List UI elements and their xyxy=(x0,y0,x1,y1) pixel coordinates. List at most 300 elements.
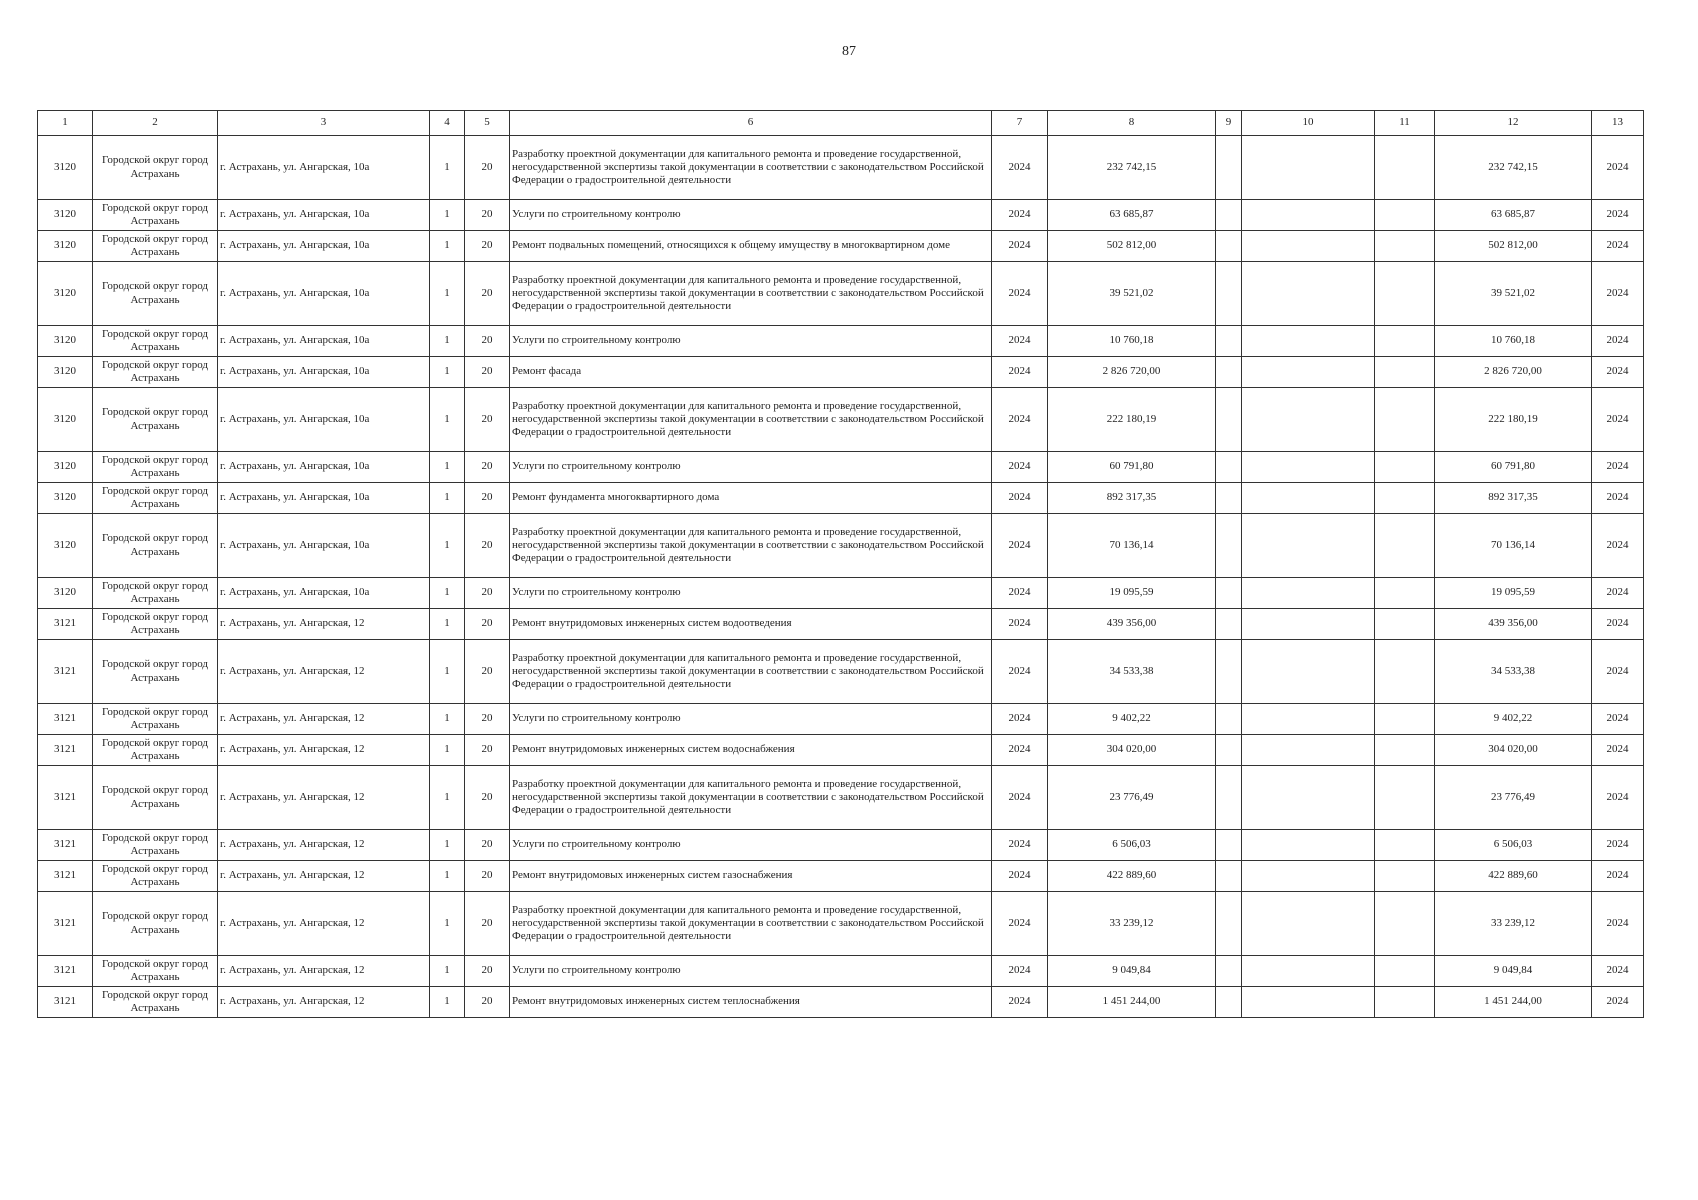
col-9-value-cell xyxy=(1216,262,1242,326)
col-11-value-cell xyxy=(1375,830,1435,861)
work-type-cell: Ремонт внутридомовых инженерных систем теплоснабжения xyxy=(510,987,992,1018)
total-cost-cell: 63 685,87 xyxy=(1435,200,1592,231)
col-10-value-cell xyxy=(1242,200,1375,231)
work-type-cell: Ремонт внутридомовых инженерных систем водоснабжения xyxy=(510,735,992,766)
col-11-value-cell xyxy=(1375,388,1435,452)
col-10-value-cell xyxy=(1242,956,1375,987)
column-header: 7 xyxy=(992,111,1048,136)
row-number-cell: 3120 xyxy=(38,200,93,231)
municipality-cell: Городской округ город Астрахань xyxy=(93,609,218,640)
row-number-cell: 3121 xyxy=(38,892,93,956)
col-9-value-cell xyxy=(1216,892,1242,956)
table-row xyxy=(38,766,1644,830)
col-4-value-cell: 1 xyxy=(430,830,465,861)
col-10-value-cell xyxy=(1242,452,1375,483)
work-type-cell: Услуги по строительному контролю xyxy=(510,452,992,483)
col-9-value-cell xyxy=(1216,735,1242,766)
total-cost-cell: 33 239,12 xyxy=(1435,892,1592,956)
col-4-value-cell: 1 xyxy=(430,704,465,735)
col-5-value-cell: 20 xyxy=(465,987,510,1018)
completion-year-cell: 2024 xyxy=(1592,452,1644,483)
col-9-value-cell xyxy=(1216,987,1242,1018)
work-type-cell: Ремонт внутридомовых инженерных систем водоотведения xyxy=(510,609,992,640)
table-row xyxy=(38,262,1644,326)
table-row xyxy=(38,483,1644,514)
col-11-value-cell xyxy=(1375,357,1435,388)
col-10-value-cell xyxy=(1242,640,1375,704)
col-5-value-cell: 20 xyxy=(465,892,510,956)
completion-year-cell: 2024 xyxy=(1592,578,1644,609)
col-9-value-cell xyxy=(1216,578,1242,609)
work-type-cell: Разработку проектной документации для капитального ремонта и проведение государственной, негосударственной экспертизы такой документации в соответствии с законодательством Российской Федерации о градостроительной деятельности xyxy=(510,640,992,704)
completion-year-cell: 2024 xyxy=(1592,326,1644,357)
cost-cell: 60 791,80 xyxy=(1048,452,1216,483)
cost-cell: 9 402,22 xyxy=(1048,704,1216,735)
municipality-cell: Городской округ город Астрахань xyxy=(93,640,218,704)
year-cell: 2024 xyxy=(992,357,1048,388)
col-5-value-cell: 20 xyxy=(465,640,510,704)
total-cost-cell: 439 356,00 xyxy=(1435,609,1592,640)
municipality-cell: Городской округ город Астрахань xyxy=(93,861,218,892)
table-row xyxy=(38,956,1644,987)
table-row xyxy=(38,609,1644,640)
year-cell: 2024 xyxy=(992,766,1048,830)
col-9-value-cell xyxy=(1216,609,1242,640)
table-row xyxy=(38,231,1644,262)
year-cell: 2024 xyxy=(992,578,1048,609)
completion-year-cell: 2024 xyxy=(1592,987,1644,1018)
address-cell: г. Астрахань, ул. Ангарская, 12 xyxy=(218,640,430,704)
col-5-value-cell: 20 xyxy=(465,766,510,830)
total-cost-cell: 6 506,03 xyxy=(1435,830,1592,861)
col-10-value-cell xyxy=(1242,388,1375,452)
col-4-value-cell: 1 xyxy=(430,735,465,766)
municipality-cell: Городской округ город Астрахань xyxy=(93,735,218,766)
col-5-value-cell: 20 xyxy=(465,514,510,578)
address-cell: г. Астрахань, ул. Ангарская, 10а xyxy=(218,357,430,388)
row-number-cell: 3120 xyxy=(38,452,93,483)
repair-program-table xyxy=(37,110,1644,1018)
completion-year-cell: 2024 xyxy=(1592,514,1644,578)
col-9-value-cell xyxy=(1216,483,1242,514)
col-4-value-cell: 1 xyxy=(430,262,465,326)
cost-cell: 63 685,87 xyxy=(1048,200,1216,231)
col-11-value-cell xyxy=(1375,514,1435,578)
col-11-value-cell xyxy=(1375,735,1435,766)
col-11-value-cell xyxy=(1375,766,1435,830)
col-10-value-cell xyxy=(1242,766,1375,830)
municipality-cell: Городской округ город Астрахань xyxy=(93,483,218,514)
col-4-value-cell: 1 xyxy=(430,483,465,514)
col-5-value-cell: 20 xyxy=(465,452,510,483)
address-cell: г. Астрахань, ул. Ангарская, 12 xyxy=(218,892,430,956)
table-row xyxy=(38,357,1644,388)
table-row xyxy=(38,735,1644,766)
address-cell: г. Астрахань, ул. Ангарская, 10а xyxy=(218,514,430,578)
cost-cell: 23 776,49 xyxy=(1048,766,1216,830)
work-type-cell: Разработку проектной документации для капитального ремонта и проведение государственной, негосударственной экспертизы такой документации в соответствии с законодательством Российской Федерации о градостроительной деятельности xyxy=(510,136,992,200)
total-cost-cell: 34 533,38 xyxy=(1435,640,1592,704)
completion-year-cell: 2024 xyxy=(1592,861,1644,892)
col-5-value-cell: 20 xyxy=(465,704,510,735)
col-9-value-cell xyxy=(1216,830,1242,861)
col-9-value-cell xyxy=(1216,956,1242,987)
address-cell: г. Астрахань, ул. Ангарская, 10а xyxy=(218,262,430,326)
col-4-value-cell: 1 xyxy=(430,892,465,956)
col-9-value-cell xyxy=(1216,388,1242,452)
cost-cell: 70 136,14 xyxy=(1048,514,1216,578)
column-header: 6 xyxy=(510,111,992,136)
col-5-value-cell: 20 xyxy=(465,357,510,388)
row-number-cell: 3120 xyxy=(38,262,93,326)
cost-cell: 222 180,19 xyxy=(1048,388,1216,452)
col-9-value-cell xyxy=(1216,136,1242,200)
year-cell: 2024 xyxy=(992,640,1048,704)
col-4-value-cell: 1 xyxy=(430,987,465,1018)
col-10-value-cell xyxy=(1242,704,1375,735)
col-4-value-cell: 1 xyxy=(430,578,465,609)
cost-cell: 2 826 720,00 xyxy=(1048,357,1216,388)
completion-year-cell: 2024 xyxy=(1592,735,1644,766)
row-number-cell: 3120 xyxy=(38,326,93,357)
table-row xyxy=(38,452,1644,483)
col-10-value-cell xyxy=(1242,357,1375,388)
col-9-value-cell xyxy=(1216,640,1242,704)
table-row xyxy=(38,578,1644,609)
row-number-cell: 3120 xyxy=(38,136,93,200)
row-number-cell: 3120 xyxy=(38,483,93,514)
table-row xyxy=(38,861,1644,892)
table-row xyxy=(38,892,1644,956)
col-11-value-cell xyxy=(1375,452,1435,483)
year-cell: 2024 xyxy=(992,609,1048,640)
row-number-cell: 3121 xyxy=(38,609,93,640)
col-5-value-cell: 20 xyxy=(465,231,510,262)
address-cell: г. Астрахань, ул. Ангарская, 10а xyxy=(218,136,430,200)
total-cost-cell: 2 826 720,00 xyxy=(1435,357,1592,388)
total-cost-cell: 10 760,18 xyxy=(1435,326,1592,357)
work-type-cell: Услуги по строительному контролю xyxy=(510,326,992,357)
col-10-value-cell xyxy=(1242,861,1375,892)
total-cost-cell: 23 776,49 xyxy=(1435,766,1592,830)
row-number-cell: 3121 xyxy=(38,766,93,830)
col-11-value-cell xyxy=(1375,136,1435,200)
col-5-value-cell: 20 xyxy=(465,262,510,326)
col-10-value-cell xyxy=(1242,136,1375,200)
col-4-value-cell: 1 xyxy=(430,861,465,892)
table-row xyxy=(38,136,1644,200)
work-type-cell: Ремонт фасада xyxy=(510,357,992,388)
address-cell: г. Астрахань, ул. Ангарская, 10а xyxy=(218,388,430,452)
col-5-value-cell: 20 xyxy=(465,735,510,766)
total-cost-cell: 60 791,80 xyxy=(1435,452,1592,483)
completion-year-cell: 2024 xyxy=(1592,640,1644,704)
col-5-value-cell: 20 xyxy=(465,136,510,200)
completion-year-cell: 2024 xyxy=(1592,262,1644,326)
col-4-value-cell: 1 xyxy=(430,609,465,640)
col-10-value-cell xyxy=(1242,483,1375,514)
cost-cell: 502 812,00 xyxy=(1048,231,1216,262)
completion-year-cell: 2024 xyxy=(1592,609,1644,640)
municipality-cell: Городской округ город Астрахань xyxy=(93,892,218,956)
work-type-cell: Услуги по строительному контролю xyxy=(510,200,992,231)
col-9-value-cell xyxy=(1216,231,1242,262)
col-9-value-cell xyxy=(1216,357,1242,388)
work-type-cell: Ремонт фундамента многоквартирного дома xyxy=(510,483,992,514)
total-cost-cell: 9 402,22 xyxy=(1435,704,1592,735)
table-row xyxy=(38,388,1644,452)
col-5-value-cell: 20 xyxy=(465,483,510,514)
cost-cell: 304 020,00 xyxy=(1048,735,1216,766)
year-cell: 2024 xyxy=(992,262,1048,326)
total-cost-cell: 19 095,59 xyxy=(1435,578,1592,609)
row-number-cell: 3121 xyxy=(38,956,93,987)
address-cell: г. Астрахань, ул. Ангарская, 12 xyxy=(218,830,430,861)
municipality-cell: Городской округ город Астрахань xyxy=(93,514,218,578)
col-10-value-cell xyxy=(1242,514,1375,578)
col-5-value-cell: 20 xyxy=(465,388,510,452)
col-4-value-cell: 1 xyxy=(430,388,465,452)
table-row xyxy=(38,704,1644,735)
address-cell: г. Астрахань, ул. Ангарская, 12 xyxy=(218,861,430,892)
column-header: 10 xyxy=(1242,111,1375,136)
col-10-value-cell xyxy=(1242,987,1375,1018)
completion-year-cell: 2024 xyxy=(1592,136,1644,200)
col-10-value-cell xyxy=(1242,830,1375,861)
col-11-value-cell xyxy=(1375,987,1435,1018)
completion-year-cell: 2024 xyxy=(1592,766,1644,830)
work-type-cell: Услуги по строительному контролю xyxy=(510,578,992,609)
year-cell: 2024 xyxy=(992,892,1048,956)
table-row xyxy=(38,326,1644,357)
col-10-value-cell xyxy=(1242,262,1375,326)
address-cell: г. Астрахань, ул. Ангарская, 12 xyxy=(218,987,430,1018)
address-cell: г. Астрахань, ул. Ангарская, 10а xyxy=(218,200,430,231)
total-cost-cell: 422 889,60 xyxy=(1435,861,1592,892)
col-11-value-cell xyxy=(1375,609,1435,640)
address-cell: г. Астрахань, ул. Ангарская, 12 xyxy=(218,766,430,830)
year-cell: 2024 xyxy=(992,514,1048,578)
address-cell: г. Астрахань, ул. Ангарская, 12 xyxy=(218,735,430,766)
total-cost-cell: 9 049,84 xyxy=(1435,956,1592,987)
work-type-cell: Услуги по строительному контролю xyxy=(510,704,992,735)
column-header: 13 xyxy=(1592,111,1644,136)
col-11-value-cell xyxy=(1375,704,1435,735)
col-11-value-cell xyxy=(1375,483,1435,514)
row-number-cell: 3120 xyxy=(38,357,93,388)
total-cost-cell: 1 451 244,00 xyxy=(1435,987,1592,1018)
completion-year-cell: 2024 xyxy=(1592,704,1644,735)
total-cost-cell: 892 317,35 xyxy=(1435,483,1592,514)
col-10-value-cell xyxy=(1242,609,1375,640)
total-cost-cell: 304 020,00 xyxy=(1435,735,1592,766)
column-number-row xyxy=(38,111,1644,136)
col-5-value-cell: 20 xyxy=(465,200,510,231)
column-header: 11 xyxy=(1375,111,1435,136)
table-row xyxy=(38,987,1644,1018)
work-type-cell: Ремонт подвальных помещений, относящихся к общему имуществу в многоквартирном доме xyxy=(510,231,992,262)
table-body xyxy=(38,136,1644,1018)
completion-year-cell: 2024 xyxy=(1592,388,1644,452)
col-10-value-cell xyxy=(1242,578,1375,609)
municipality-cell: Городской округ город Астрахань xyxy=(93,987,218,1018)
work-type-cell: Разработку проектной документации для капитального ремонта и проведение государственной, негосударственной экспертизы такой документации в соответствии с законодательством Российской Федерации о градостроительной деятельности xyxy=(510,514,992,578)
row-number-cell: 3120 xyxy=(38,578,93,609)
address-cell: г. Астрахань, ул. Ангарская, 10а xyxy=(218,483,430,514)
col-11-value-cell xyxy=(1375,326,1435,357)
completion-year-cell: 2024 xyxy=(1592,231,1644,262)
col-11-value-cell xyxy=(1375,956,1435,987)
row-number-cell: 3121 xyxy=(38,704,93,735)
year-cell: 2024 xyxy=(992,483,1048,514)
municipality-cell: Городской округ город Астрахань xyxy=(93,136,218,200)
year-cell: 2024 xyxy=(992,704,1048,735)
address-cell: г. Астрахань, ул. Ангарская, 12 xyxy=(218,956,430,987)
col-9-value-cell xyxy=(1216,452,1242,483)
year-cell: 2024 xyxy=(992,735,1048,766)
col-4-value-cell: 1 xyxy=(430,326,465,357)
row-number-cell: 3121 xyxy=(38,987,93,1018)
cost-cell: 439 356,00 xyxy=(1048,609,1216,640)
completion-year-cell: 2024 xyxy=(1592,830,1644,861)
year-cell: 2024 xyxy=(992,388,1048,452)
work-type-cell: Ремонт внутридомовых инженерных систем газоснабжения xyxy=(510,861,992,892)
col-11-value-cell xyxy=(1375,640,1435,704)
column-header: 1 xyxy=(38,111,93,136)
row-number-cell: 3120 xyxy=(38,514,93,578)
col-5-value-cell: 20 xyxy=(465,326,510,357)
column-header: 9 xyxy=(1216,111,1242,136)
municipality-cell: Городской округ город Астрахань xyxy=(93,357,218,388)
year-cell: 2024 xyxy=(992,200,1048,231)
col-11-value-cell xyxy=(1375,262,1435,326)
municipality-cell: Городской округ город Астрахань xyxy=(93,452,218,483)
row-number-cell: 3120 xyxy=(38,388,93,452)
col-4-value-cell: 1 xyxy=(430,200,465,231)
row-number-cell: 3121 xyxy=(38,640,93,704)
col-5-value-cell: 20 xyxy=(465,609,510,640)
municipality-cell: Городской округ город Астрахань xyxy=(93,326,218,357)
col-4-value-cell: 1 xyxy=(430,357,465,388)
completion-year-cell: 2024 xyxy=(1592,483,1644,514)
cost-cell: 19 095,59 xyxy=(1048,578,1216,609)
cost-cell: 232 742,15 xyxy=(1048,136,1216,200)
col-5-value-cell: 20 xyxy=(465,578,510,609)
col-11-value-cell xyxy=(1375,200,1435,231)
address-cell: г. Астрахань, ул. Ангарская, 10а xyxy=(218,231,430,262)
municipality-cell: Городской округ город Астрахань xyxy=(93,830,218,861)
col-11-value-cell xyxy=(1375,861,1435,892)
col-9-value-cell xyxy=(1216,861,1242,892)
row-number-cell: 3121 xyxy=(38,735,93,766)
address-cell: г. Астрахань, ул. Ангарская, 10а xyxy=(218,578,430,609)
col-11-value-cell xyxy=(1375,231,1435,262)
row-number-cell: 3121 xyxy=(38,861,93,892)
municipality-cell: Городской округ город Астрахань xyxy=(93,262,218,326)
page-number: 87 xyxy=(842,44,856,59)
address-cell: г. Астрахань, ул. Ангарская, 10а xyxy=(218,452,430,483)
col-5-value-cell: 20 xyxy=(465,956,510,987)
completion-year-cell: 2024 xyxy=(1592,357,1644,388)
row-number-cell: 3121 xyxy=(38,830,93,861)
cost-cell: 422 889,60 xyxy=(1048,861,1216,892)
column-header: 2 xyxy=(93,111,218,136)
column-header: 5 xyxy=(465,111,510,136)
table-row xyxy=(38,200,1644,231)
col-9-value-cell xyxy=(1216,766,1242,830)
col-4-value-cell: 1 xyxy=(430,136,465,200)
col-11-value-cell xyxy=(1375,892,1435,956)
col-9-value-cell xyxy=(1216,704,1242,735)
cost-cell: 34 533,38 xyxy=(1048,640,1216,704)
cost-cell: 892 317,35 xyxy=(1048,483,1216,514)
address-cell: г. Астрахань, ул. Ангарская, 10а xyxy=(218,326,430,357)
municipality-cell: Городской округ город Астрахань xyxy=(93,766,218,830)
col-5-value-cell: 20 xyxy=(465,830,510,861)
work-type-cell: Разработку проектной документации для капитального ремонта и проведение государственной, негосударственной экспертизы такой документации в соответствии с законодательством Российской Федерации о градостроительной деятельности xyxy=(510,388,992,452)
column-header: 8 xyxy=(1048,111,1216,136)
year-cell: 2024 xyxy=(992,830,1048,861)
address-cell: г. Астрахань, ул. Ангарская, 12 xyxy=(218,704,430,735)
cost-cell: 6 506,03 xyxy=(1048,830,1216,861)
col-9-value-cell xyxy=(1216,514,1242,578)
cost-cell: 33 239,12 xyxy=(1048,892,1216,956)
municipality-cell: Городской округ город Астрахань xyxy=(93,956,218,987)
col-4-value-cell: 1 xyxy=(430,514,465,578)
column-header: 4 xyxy=(430,111,465,136)
municipality-cell: Городской округ город Астрахань xyxy=(93,388,218,452)
municipality-cell: Городской округ город Астрахань xyxy=(93,578,218,609)
municipality-cell: Городской округ город Астрахань xyxy=(93,704,218,735)
table-row xyxy=(38,514,1644,578)
col-4-value-cell: 1 xyxy=(430,766,465,830)
completion-year-cell: 2024 xyxy=(1592,956,1644,987)
col-4-value-cell: 1 xyxy=(430,452,465,483)
work-type-cell: Разработку проектной документации для капитального ремонта и проведение государственной, негосударственной экспертизы такой документации в соответствии с законодательством Российской Федерации о градостроительной деятельности xyxy=(510,766,992,830)
year-cell: 2024 xyxy=(992,231,1048,262)
year-cell: 2024 xyxy=(992,136,1048,200)
cost-cell: 9 049,84 xyxy=(1048,956,1216,987)
col-4-value-cell: 1 xyxy=(430,956,465,987)
year-cell: 2024 xyxy=(992,326,1048,357)
column-header: 3 xyxy=(218,111,430,136)
col-10-value-cell xyxy=(1242,326,1375,357)
address-cell: г. Астрахань, ул. Ангарская, 12 xyxy=(218,609,430,640)
work-type-cell: Разработку проектной документации для капитального ремонта и проведение государственной, негосударственной экспертизы такой документации в соответствии с законодательством Российской Федерации о градостроительной деятельности xyxy=(510,892,992,956)
municipality-cell: Городской округ город Астрахань xyxy=(93,200,218,231)
col-10-value-cell xyxy=(1242,231,1375,262)
work-type-cell: Разработку проектной документации для капитального ремонта и проведение государственной, негосударственной экспертизы такой документации в соответствии с законодательством Российской Федерации о градостроительной деятельности xyxy=(510,262,992,326)
cost-cell: 1 451 244,00 xyxy=(1048,987,1216,1018)
col-5-value-cell: 20 xyxy=(465,861,510,892)
work-type-cell: Услуги по строительному контролю xyxy=(510,830,992,861)
year-cell: 2024 xyxy=(992,956,1048,987)
total-cost-cell: 222 180,19 xyxy=(1435,388,1592,452)
total-cost-cell: 70 136,14 xyxy=(1435,514,1592,578)
col-9-value-cell xyxy=(1216,326,1242,357)
table-row xyxy=(38,640,1644,704)
cost-cell: 10 760,18 xyxy=(1048,326,1216,357)
col-4-value-cell: 1 xyxy=(430,231,465,262)
municipality-cell: Городской округ город Астрахань xyxy=(93,231,218,262)
completion-year-cell: 2024 xyxy=(1592,892,1644,956)
total-cost-cell: 39 521,02 xyxy=(1435,262,1592,326)
col-11-value-cell xyxy=(1375,578,1435,609)
year-cell: 2024 xyxy=(992,452,1048,483)
work-type-cell: Услуги по строительному контролю xyxy=(510,956,992,987)
total-cost-cell: 502 812,00 xyxy=(1435,231,1592,262)
col-4-value-cell: 1 xyxy=(430,640,465,704)
